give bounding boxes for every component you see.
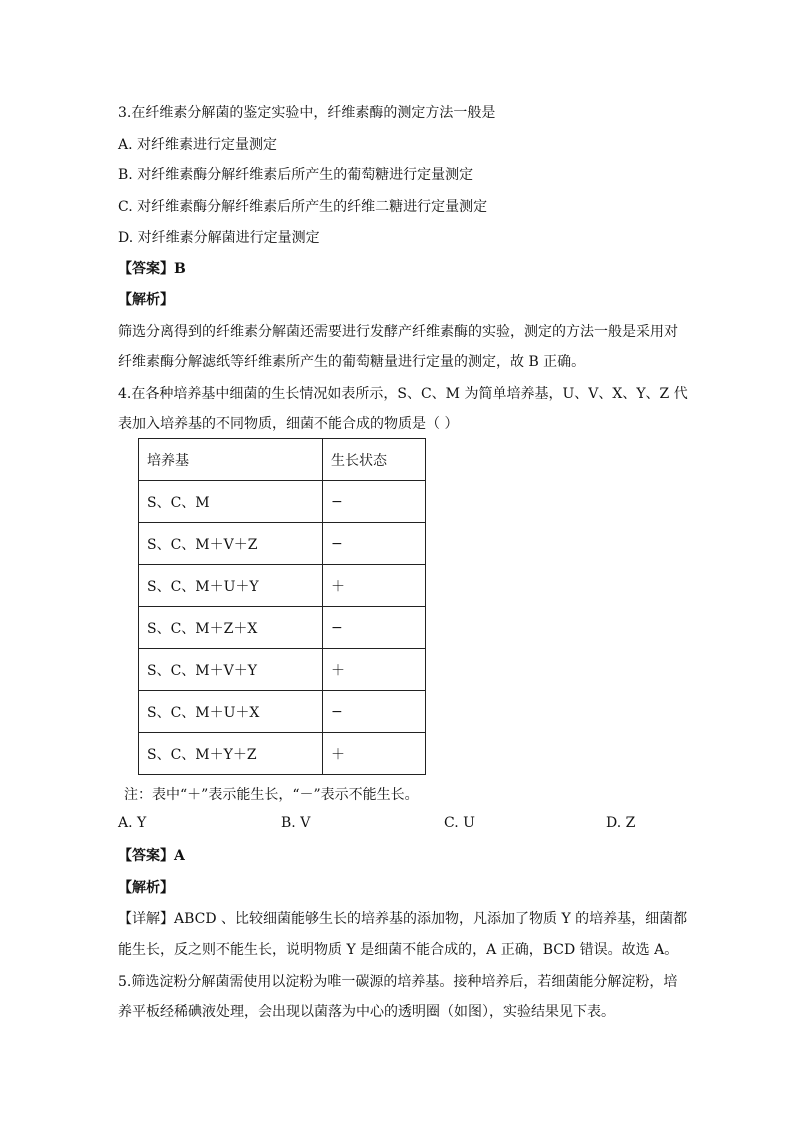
- table-header-growth: 生长状态: [323, 439, 426, 481]
- q4-table-note: 注：表中“＋”表示能生长，“－”表示不能生长。: [124, 787, 419, 803]
- q3-option-b: B. 对纤维素酶分解纤维素后所产生的葡萄糖进行定量测定: [118, 167, 474, 183]
- table-row: [139, 691, 426, 733]
- table-row: [139, 523, 426, 565]
- table-cell-growth: ＋: [323, 733, 426, 775]
- table-row: [139, 733, 426, 775]
- table-cell-medium: S、C、M＋Y＋Z: [139, 733, 323, 775]
- q3-stem: 3.在纤维素分解菌的鉴定实验中，纤维素酶的测定方法一般是: [118, 105, 496, 121]
- table-row: [139, 649, 426, 691]
- q3-option-a: A. 对纤维素进行定量测定: [118, 137, 278, 153]
- table-cell-growth: ＋: [323, 565, 426, 607]
- table-cell-growth: −: [323, 481, 426, 523]
- q3-analysis-line-2: 纤维素酶分解滤纸等纤维素所产生的葡萄糖量进行定量的测定，故 B 正确。: [118, 354, 586, 370]
- table-cell-medium: S、C、M＋V＋Y: [139, 649, 323, 691]
- q4-stem-line-2: 表加入培养基的不同物质，细菌不能合成的物质是（ ）: [118, 416, 459, 432]
- table-cell-growth: ＋: [323, 649, 426, 691]
- q4-detail-line-1: 【详解】ABCD 、比较细菌能够生长的培养基的添加物，凡添加了物质 Y 的培养基，细菌都: [118, 911, 688, 927]
- table-cell-medium: S、C、M＋V＋Z: [139, 523, 323, 565]
- q4-answer: 【答案】A: [118, 848, 185, 864]
- q4-stem-line-1: 4.在各种培养基中细菌的生长情况如表所示，S、C、M 为简单培养基，U、V、X、Y、Z 代: [118, 386, 688, 402]
- q3-option-d: D. 对纤维素分解菌进行定量测定: [118, 230, 320, 246]
- table-cell-medium: S、C、M＋U＋Y: [139, 565, 323, 607]
- q3-analysis-line-1: 筛选分离得到的纤维素分解菌还需要进行发酵产纤维素酶的实验，测定的方法一般是采用对: [118, 324, 678, 340]
- table-cell-medium: S、C、M＋U＋X: [139, 691, 323, 733]
- q3-option-c: C. 对纤维素酶分解纤维素后所产生的纤维二糖进行定量测定: [118, 199, 488, 215]
- table-header-row: [139, 439, 426, 481]
- table-cell-growth: −: [323, 523, 426, 565]
- q4-analysis-label: 【解析】: [118, 880, 174, 896]
- q4-option-a: A. Y: [118, 815, 147, 831]
- table-header-medium: 培养基: [139, 439, 323, 481]
- table-cell-medium: S、C、M: [139, 481, 323, 523]
- table-cell-growth: −: [323, 691, 426, 733]
- table-row: [139, 481, 426, 523]
- q4-option-c: C. U: [444, 815, 475, 831]
- table-cell-growth: −: [323, 607, 426, 649]
- culture-table: [138, 438, 426, 775]
- q4-detail-line-2: 能生长，反之则不能生长，说明物质 Y 是细菌不能合成的，A 正确，BCD 错误。故选 A。: [118, 942, 679, 958]
- table-row: [139, 565, 426, 607]
- q5-stem-line-1: 5.筛选淀粉分解菌需使用以淀粉为唯一碳源的培养基。接种培养后，若细菌能分解淀粉，培: [118, 974, 678, 990]
- q4-option-d: D. Z: [606, 815, 636, 831]
- table-row: [139, 607, 426, 649]
- table-cell-medium: S、C、M＋Z＋X: [139, 607, 323, 649]
- q3-answer: 【答案】B: [118, 261, 186, 277]
- q4-option-b: B. V: [281, 815, 311, 831]
- q3-analysis-label: 【解析】: [118, 292, 174, 308]
- q5-stem-line-2: 养平板经稀碘液处理，会出现以菌落为中心的透明圈（如图），实验结果见下表。: [118, 1004, 615, 1020]
